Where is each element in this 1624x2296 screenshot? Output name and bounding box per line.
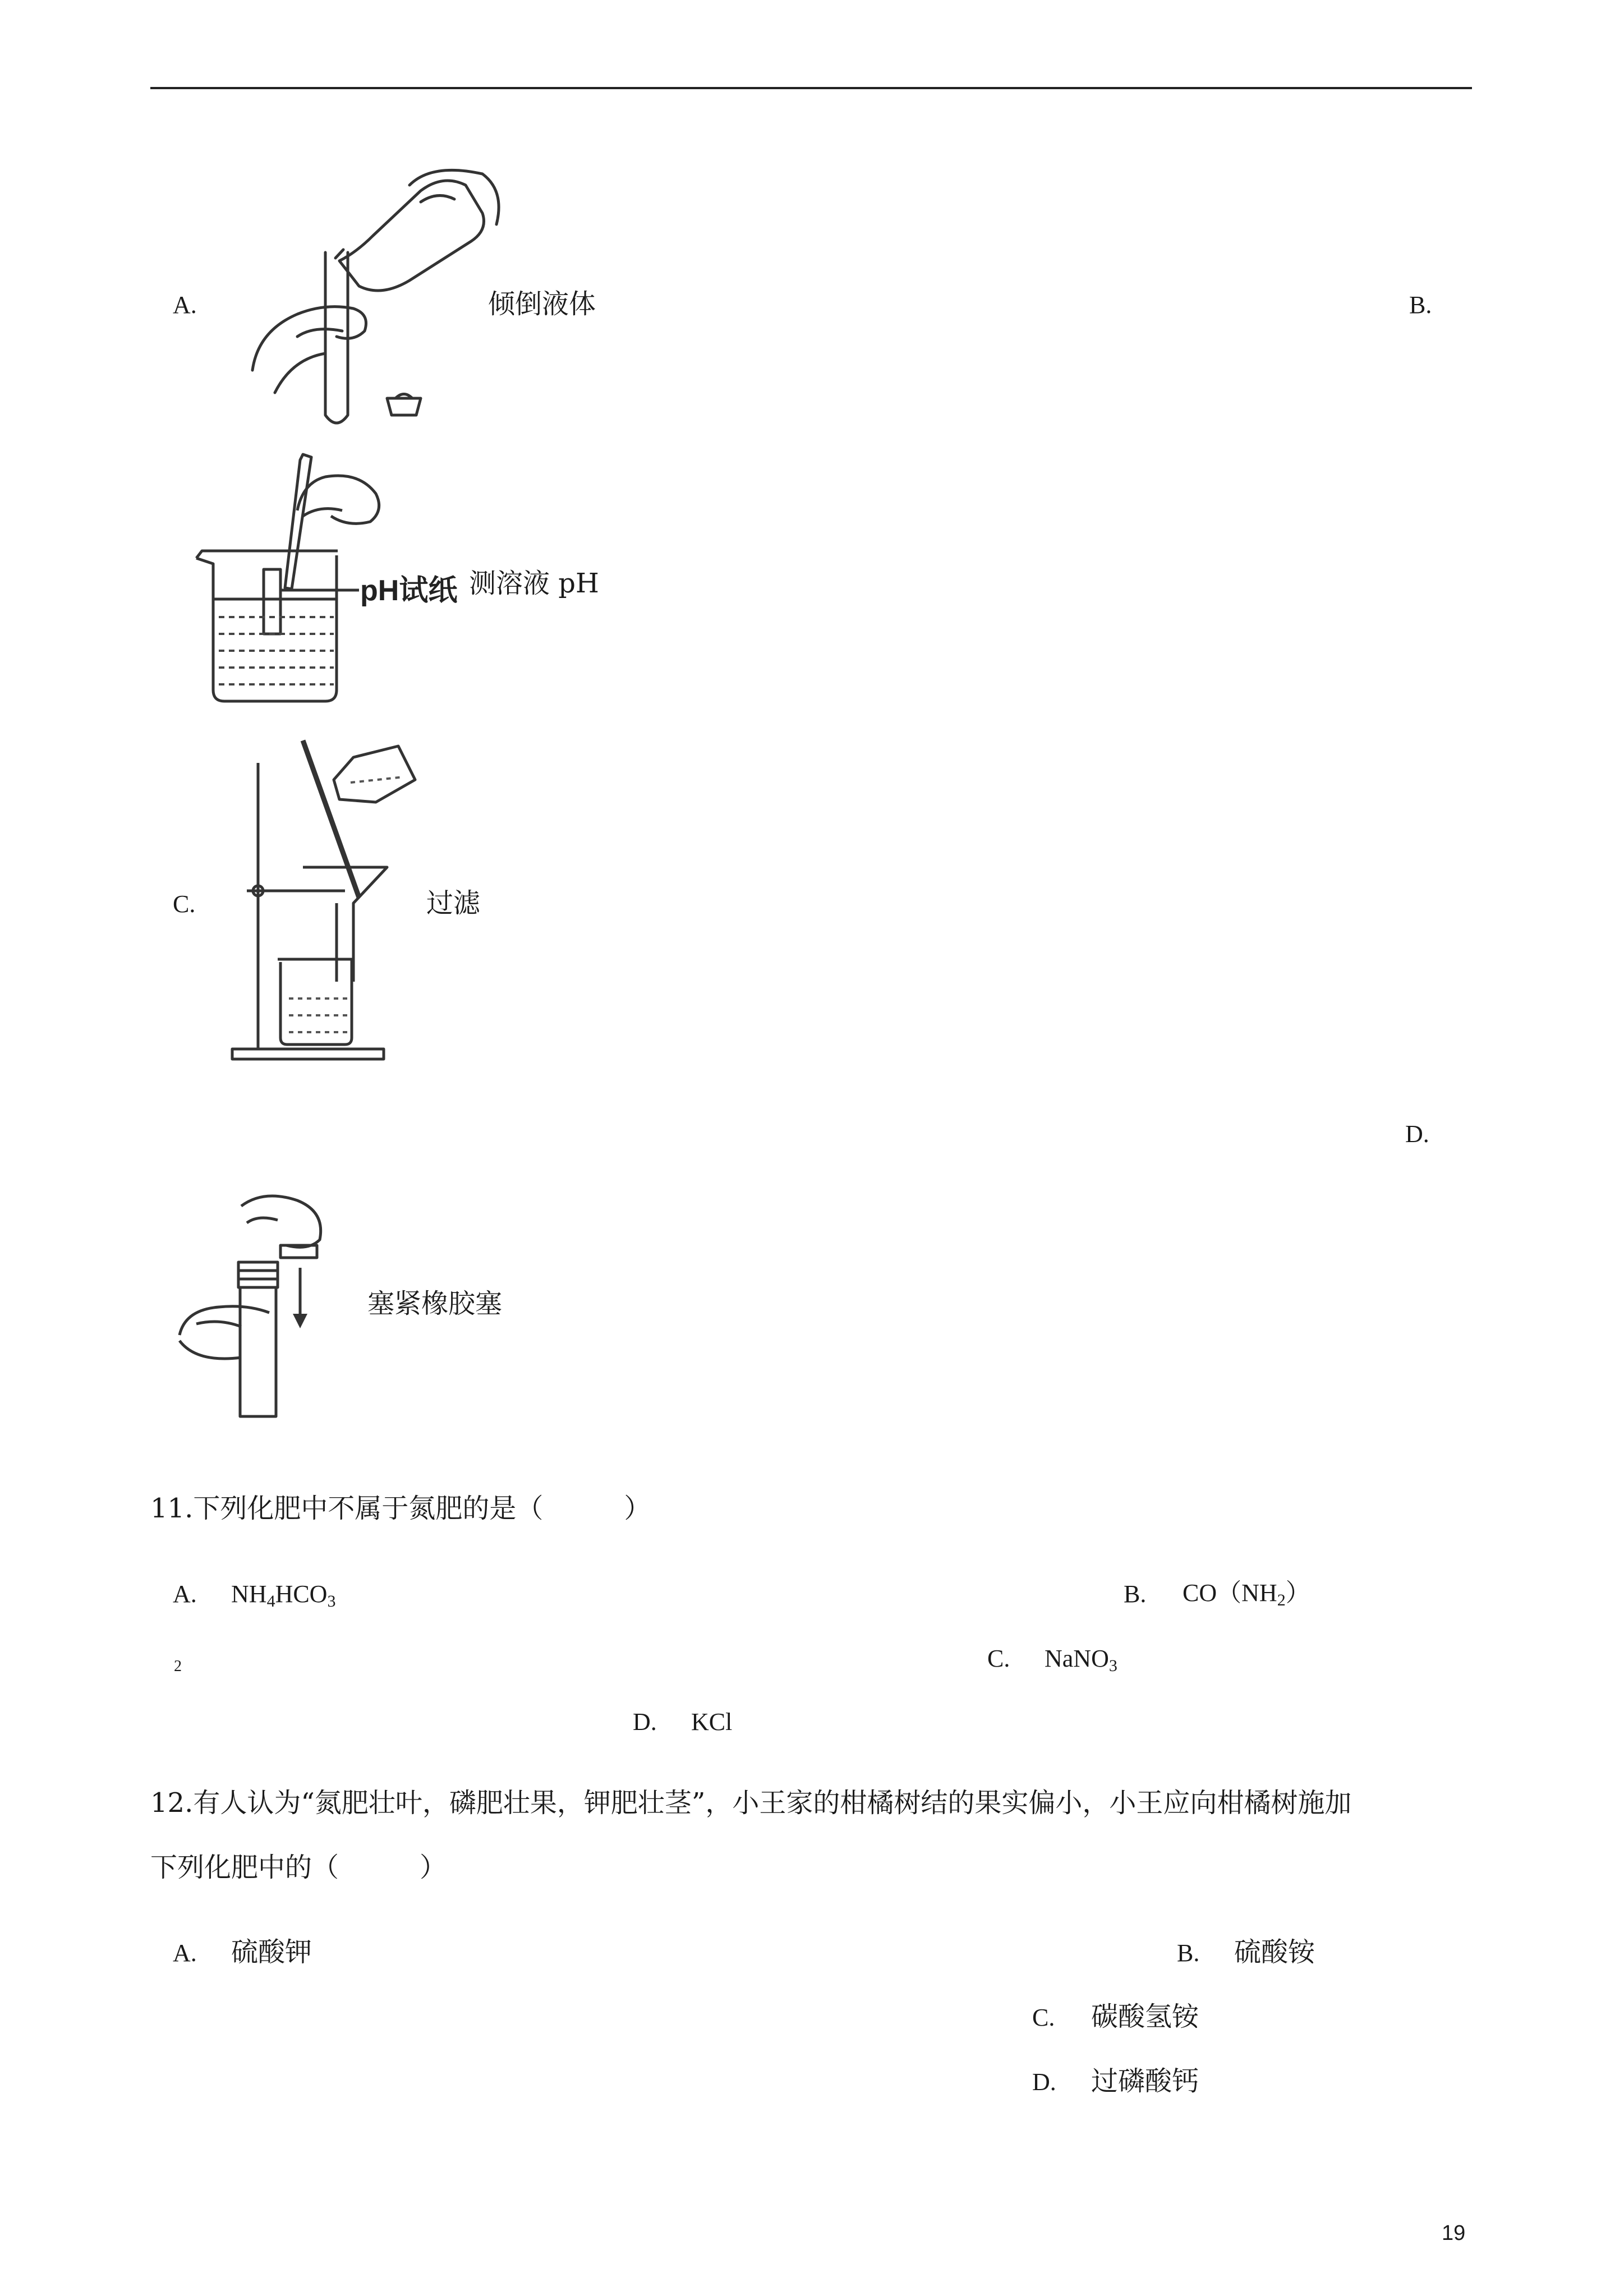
q12-option-c-label: C. [1032, 2004, 1055, 2031]
page-number: 19 [1442, 2221, 1466, 2245]
q11-option-d-text[interactable]: KCl [691, 1708, 733, 1736]
ph-test-figure [191, 443, 482, 707]
q12-stem-line1: 12.有人认为“氮肥壮叶，磷肥壮果，钾肥壮茎”，小王家的柑橘树结的果实偏小，小王应向柑橘树施加 [150, 1787, 1352, 1819]
q11-option-c-label: C. [987, 1645, 1010, 1672]
q11-option-a-text[interactable]: $NH_4HCO_3$ [231, 1580, 336, 1611]
q11-option-b-wrapped-subscript: 2 [174, 1658, 182, 1675]
q10-option-a-caption: 倾倒液体 [488, 288, 596, 320]
q11-option-a-label: A. [173, 1580, 197, 1608]
pour-liquid-figure [241, 168, 505, 432]
q10-option-c-caption: 过滤 [426, 887, 481, 919]
q10-option-c-label: C. [173, 890, 196, 918]
header-rule [150, 87, 1472, 89]
q11-stem: 11.下列化肥中不属于氮肥的是（ ） [150, 1493, 651, 1524]
q12-option-b-label: B. [1177, 1939, 1200, 1967]
q10-option-b-caption: 测溶液 pH [469, 568, 599, 599]
q10-option-b-label: B. [1409, 291, 1432, 319]
q12-option-d-text[interactable]: 过磷酸钙 [1091, 2065, 1199, 2097]
q12-option-a-text[interactable]: 硫酸钾 [231, 1936, 312, 1968]
q10-option-d-label: D. [1405, 1120, 1429, 1148]
filtration-figure [224, 735, 415, 1077]
q11-option-c-text[interactable]: NaNO$_3$ [1045, 1645, 1117, 1675]
q12-option-d-label: D. [1032, 2068, 1056, 2096]
q11-option-d-label: D. [633, 1708, 657, 1736]
rubber-stopper-figure [174, 1189, 353, 1425]
q10-option-d-caption: 塞紧橡胶塞 [367, 1288, 503, 1319]
q11-option-b-text[interactable]: $CO(NH_2)$ [1183, 1579, 1310, 1609]
q12-option-b-text[interactable]: 硫酸铵 [1234, 1936, 1315, 1968]
q11-option-b-label: B. [1124, 1580, 1147, 1608]
q12-option-c-text[interactable]: 碳酸氢铵 [1091, 2001, 1199, 2032]
q12-stem-line2: 下列化肥中的（ ） [150, 1852, 447, 1883]
ph-paper-label: pH试纸 [360, 574, 458, 607]
q10-option-a-label: A. [173, 291, 197, 319]
q12-option-a-label: A. [173, 1939, 197, 1967]
